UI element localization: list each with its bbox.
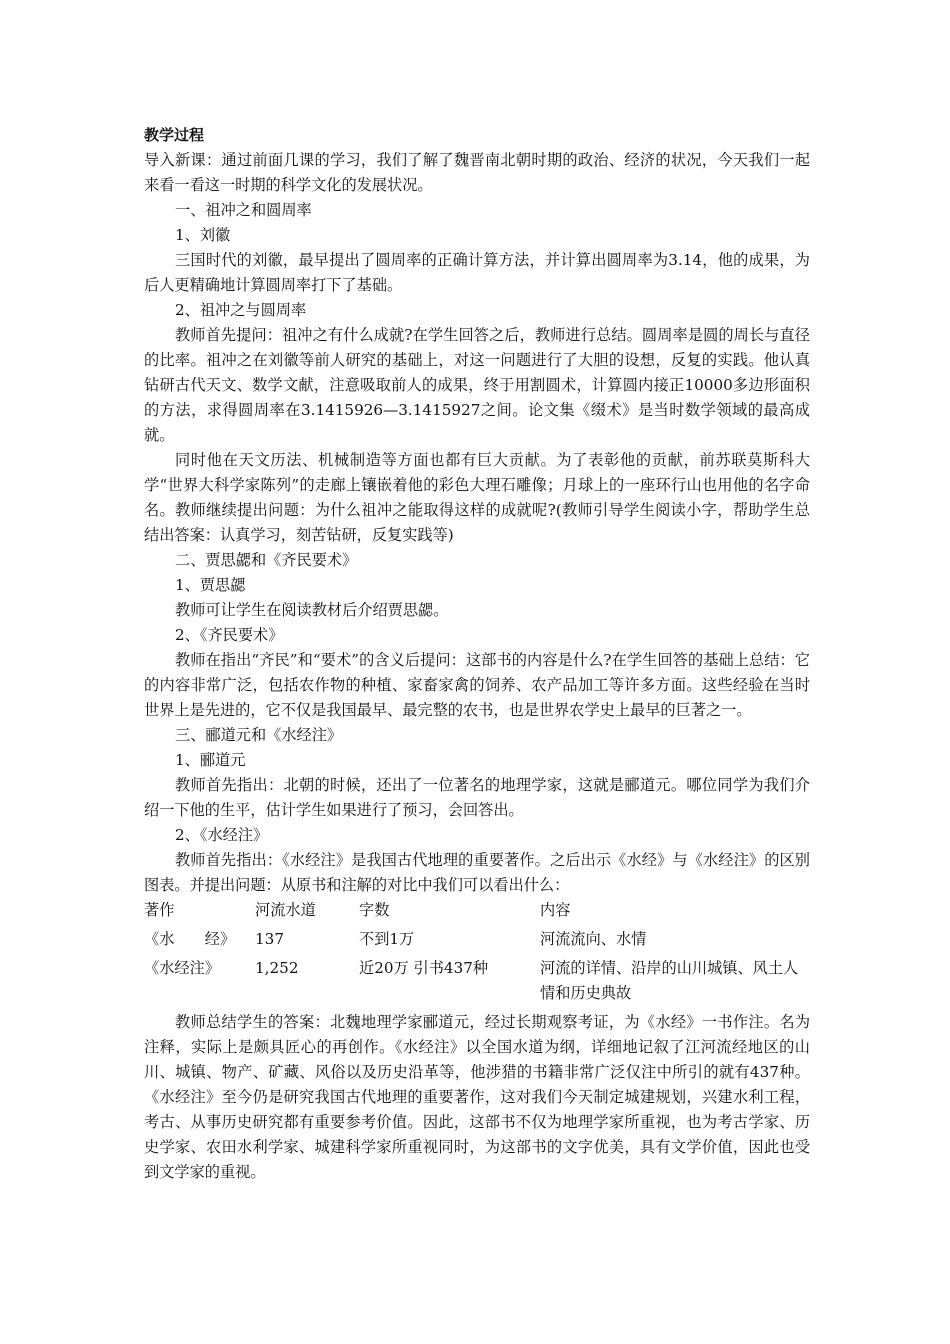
- comparison-table: [144, 898, 810, 1010]
- intro-paragraph: 导入新课：通过前面几课的学习，我们了解了魏晋南北朝时期的政治、经济的状况，今天我们一起来看一看这一时期的科学文化的发展状况。: [144, 151, 810, 194]
- section-3-sub-1: 1、郦道元: [175, 751, 246, 769]
- table-cell: 137: [255, 930, 284, 948]
- section-1-paragraph-2: 教师首先提问：祖冲之有什么成就?在学生回答之后，教师进行总结。圆周率是圆的周长与直径的比率。祖冲之在刘徽等前人研究的基础上，对这一问题进行了大胆的设想，反复的实践。他认真钻研古代天文、数学文献，注意吸取前人的成果，终于用割圆术，计算圆内接正10000多边形面积的方法，求得圆周率在3.1415926—3.1415927之间。论文集《缀术》是当时数学领域的最高成就。: [144, 326, 810, 444]
- section-3-paragraph-1: 教师首先指出：北朝的时候，还出了一位著名的地理学家，这就是郦道元。哪位同学为我们介绍一下他的生平，估计学生如果进行了预习，会回答出。: [144, 776, 810, 819]
- table-cell: 河流的详情、沿岸的山川城镇、风土人情和历史典故: [540, 959, 799, 1002]
- table-header-cell: 内容: [540, 901, 571, 919]
- page-title: 教学过程: [144, 126, 205, 144]
- table-header-cell: 河流水道: [255, 901, 316, 919]
- section-2-heading: 二、贾思勰和《齐民要术》: [175, 551, 358, 569]
- table-header-cell: 字数: [359, 901, 390, 919]
- section-2-paragraph-2: 教师在指出“齐民”和“要术”的含义后提问：这部书的内容是什么?在学生回答的基础上总结：它的内容非常广泛，包括农作物的种植、家畜家禽的饲养、农产品加工等许多方面。这些经验在当时世界上是先进的，它不仅是我国最早、最完整的农书，也是世界农学史上最早的巨著之一。: [144, 651, 810, 719]
- table-row: [144, 956, 810, 1010]
- table-cell: 近20万 引书437种: [359, 959, 489, 977]
- table-header-row: [144, 898, 810, 927]
- section-1-sub-1: 1、刘徽: [175, 226, 231, 244]
- section-1-sub-2: 2、祖冲之与圆周率: [175, 301, 307, 319]
- document-page: [144, 122, 810, 1185]
- table-cell: 不到1万: [359, 930, 415, 948]
- table-cell: 《水经注》: [144, 959, 220, 977]
- section-3-paragraph-2: 教师首先指出：《水经注》是我国古代地理的重要著作。之后出示《水经》与《水经注》的区别图表。并提出问题：从原书和注解的对比中我们可以看出什么：: [144, 851, 810, 894]
- section-2-sub-1: 1、贾思勰: [175, 576, 246, 594]
- table-cell: 河流流向、水情: [540, 930, 647, 948]
- table-row: [144, 927, 810, 956]
- section-1-paragraph-1: 三国时代的刘徽，最早提出了圆周率的正确计算方法，并计算出圆周率为3.14，他的成果，为后人更精确地计算圆周率打下了基础。: [144, 251, 810, 294]
- section-3-sub-2: 2、《水经注》: [175, 826, 269, 844]
- section-2-paragraph-1: 教师可让学生在阅读教材后介绍贾思勰。: [175, 601, 449, 619]
- section-1-paragraph-3: 同时他在天文历法、机械制造等方面也都有巨大贡献。为了表彰他的贡献，前苏联莫斯科大学“世界大科学家陈列”的走廊上镶嵌着他的彩色大理石雕像；月球上的一座环行山也用他的名字命名。教师继续提出问题：为什么祖冲之能取得这样的成就呢?(教师引导学生阅读小字，帮助学生总结出答案：认真学习，刻苦钻研，反复实践等): [144, 451, 810, 544]
- section-1-heading: 一、祖冲之和圆周率: [175, 201, 312, 219]
- conclusion-paragraph: 教师总结学生的答案：北魏地理学家郦道元，经过长期观察考证，为《水经》一书作注。名为注释，实际上是颇具匠心的再创作。《水经注》以全国水道为纲，详细地记叙了江河流经地区的山川、城镇、物产、矿藏、风俗以及历史沿革等，他涉猎的书籍非常广泛仅注中所引的就有437种。《水经注》至今仍是研究我国古代地理的重要著作，这对我们今天制定城建规划，兴建水利工程，考古、从事历史研究都有重要参考价值。因此，这部书不仅为地理学家所重视，也为考古学家、历史学家、农田水利学家、城建科学家所重视同时，为这部书的文字优美，具有文学价值，因此也受到文学家的重视。: [144, 1013, 810, 1181]
- section-2-sub-2: 2、《齐民要术》: [175, 626, 284, 644]
- table-cell: 《水 经》: [144, 930, 236, 948]
- table-header-cell: 著作: [144, 901, 175, 919]
- section-3-heading: 三、郦道元和《水经注》: [175, 726, 343, 744]
- table-cell: 1,252: [255, 959, 299, 977]
